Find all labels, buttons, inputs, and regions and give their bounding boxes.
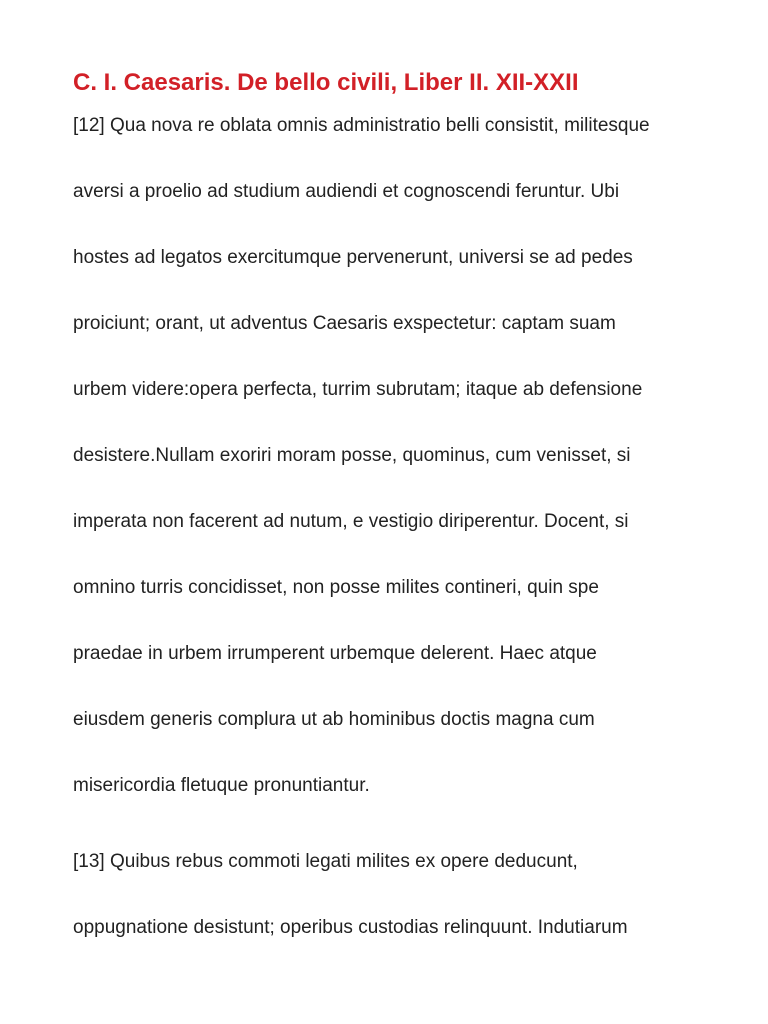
paragraph-12 — [73, 114, 650, 840]
text-line: urbem videre:opera perfecta, turrim subrutam; itaque ab defensione — [73, 379, 643, 400]
text-line: aversi a proelio ad studium audiendi et cognoscendi feruntur. Ubi — [73, 181, 620, 202]
text-line: desistere.Nullam exoriri moram posse, quominus, cum venisset, si — [73, 445, 631, 466]
text-line: [12] Qua nova re oblata omnis administratio belli consistit, militesque — [73, 115, 650, 136]
document-title: C. I. Caesaris. De bello civili, Liber II. XII-XXII — [73, 69, 579, 96]
text-line: imperata non facerent ad nutum, e vestigio diriperentur. Docent, si — [73, 511, 629, 532]
paragraph-13 — [73, 850, 628, 982]
text-line: hostes ad legatos exercitumque pervenerunt, universi se ad pedes — [73, 247, 633, 268]
text-line: praedae in urbem irrumperent urbemque delerent. Haec atque — [73, 643, 597, 664]
text-line: oppugnatione desistunt; operibus custodias relinquunt. Indutiarum — [73, 917, 628, 938]
text-line: misericordia fletuque pronuntiantur. — [73, 775, 370, 796]
text-line: eiusdem generis complura ut ab hominibus doctis magna cum — [73, 709, 595, 730]
text-line: omnino turris concidisset, non posse milites contineri, quin spe — [73, 577, 599, 598]
text-line: proiciunt; orant, ut adventus Caesaris exspectetur: captam suam — [73, 313, 616, 334]
text-line: [13] Quibus rebus commoti legati milites ex opere deducunt, — [73, 851, 578, 872]
